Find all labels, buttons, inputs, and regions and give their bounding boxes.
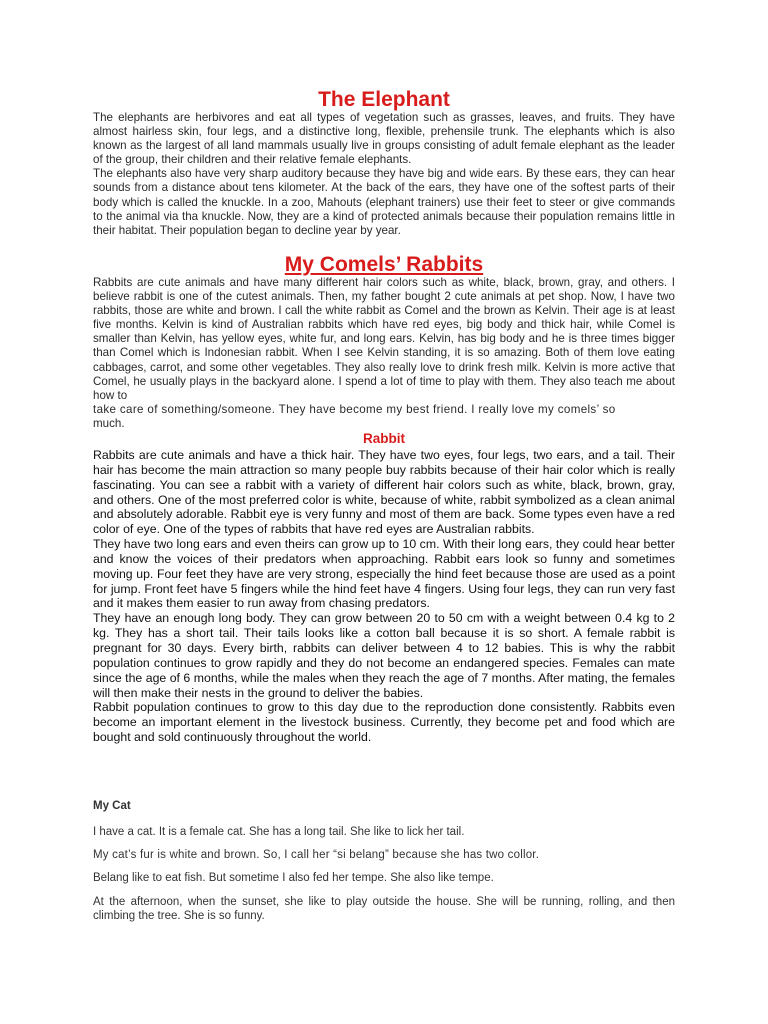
elephant-section <box>93 111 675 238</box>
comels-paragraph-tail: take care of something/someone. They have become my best friend. I really love my comels’ so <box>93 402 616 416</box>
rabbit-paragraph-3: They have an enough long body. They can grow between 20 to 50 cm with a weight between 0.4 kg to 2 kg. They has a short tail. Their tails looks like a cotton ball because it is so short. A female rabbit is pregnant for 30 days. Every birth, rabbits can deliver between 4 to 12 babies. This is why the rabbit population continues to grow rapidly and they do not become an endangered species. Females can mate since the age of 6 months, while the males when they reach the age of 7 months. After mating, the females will then make their nests in the ground to deliver the babies. <box>93 611 675 700</box>
rabbit-title: Rabbit <box>363 431 405 446</box>
elephant-title: The Elephant <box>318 88 450 111</box>
comels-paragraph-end: much. <box>93 416 125 430</box>
cat-paragraph-1: I have a cat. It is a female cat. She has a long tail. She like to lick her tail. <box>93 826 465 838</box>
elephant-paragraph-2: The elephants also have very sharp auditory because they have big and wide ears. By these ears, they can hear sounds from a distance about tens kilometer. At the back of the ears, they have one of the softest parts of their body which is called the knuckle. In a zoo, Mahouts (elephant trainers) use their feet to steer or give commands to the animal via tha knuckle. Now, they are a kind of protected animals because their population remains little in their habitat. Their population began to decline year by year. <box>93 167 675 237</box>
cat-paragraph-3: Belang like to eat fish. But sometime I also fed her tempe. She also like tempe. <box>93 872 494 884</box>
rabbit-paragraph-2: They have two long ears and even theirs can grow up to 10 cm. With their long ears, they could hear better and know the voices of their predators when approaching. Rabbit ears look so funny and sometimes moving up. Four feet they have are very strong, especially the hind feet because those are used as a point for jump. Front feet have 5 fingers while the hind feet have 4 fingers. Using four legs, they can run very fast and it makes them easier to run away from chasing predators. <box>93 537 675 611</box>
cat-title: My Cat <box>93 800 131 812</box>
elephant-paragraph-1: The elephants are herbivores and eat all types of vegetation such as grasses, leaves, and fruits. They have almost hairless skin, four legs, and a distinctive long, flexible, prehensile trunk. The elephants which is also known as the largest of all land mammals usually live in groups consisting of adult female elephant as the leader of the group, their children and their relative female elephants. <box>93 111 675 167</box>
rabbit-paragraph-1: Rabbits are cute animals and have a thick hair. They have two eyes, four legs, two ears, and a tail. Their hair has become the main attraction so many people buy rabbits because of their hair color which is really fascinating. You can see a rabbit with a variety of different hair colors such as white, black, brown, gray, and others. One of the most preferred color is white, because of white, rabbit symbolized as a clean animal and absolutely adorable. Rabbit eye is very funny and most of them are back. Some types even have a red color of eye. One of the types of rabbits that have red eyes are Australian rabbits. <box>93 448 675 537</box>
comels-rabbits-section <box>93 276 675 431</box>
comels-rabbits-title: My Comels’ Rabbits <box>284 253 484 276</box>
cat-paragraph-2: My cat’s fur is white and brown. So, I call her “si belang” because she has two collor. <box>93 849 540 861</box>
comels-paragraph-main: Rabbits are cute animals and have many different hair colors such as white, black, brown, gray, and others. I believe rabbit is one of the cutest animals. Then, my father bought 2 cute animals at pet shop. Now, I have two rabbits, those are white and brown. I call the white rabbit as Comel and the brown as Kelvin. Their age is at least five months. Kelvin is kind of Australian rabbits which have red eyes, big body and thick hair, while Comel is smaller than Kelvin, has yellow eyes, white fur, and long ears. Kelvin, has big body and he is three times bigger than Comel which is Indonesian rabbit. When I see Kelvin standing, it is so amazing. Both of them love eating cabbages, carrot, and some other vegetables. They also really love to drink fresh milk. Kelvin is more active that Comel, he usually plays in the backyard alone. I spend a lot of time to play with them. They also teach me about how to <box>93 276 675 402</box>
rabbit-paragraph-4: Rabbit population continues to grow to this day due to the reproduction done consistently. Rabbits even become an important element in the livestock business. Currently, they become pet and food which are bought and sold continuously throughout the world. <box>93 700 675 745</box>
rabbit-section <box>93 448 675 745</box>
cat-paragraph-4: At the afternoon, when the sunset, she like to play outside the house. She will be running, rolling, and then climbing the tree. She is so funny. <box>93 896 675 922</box>
